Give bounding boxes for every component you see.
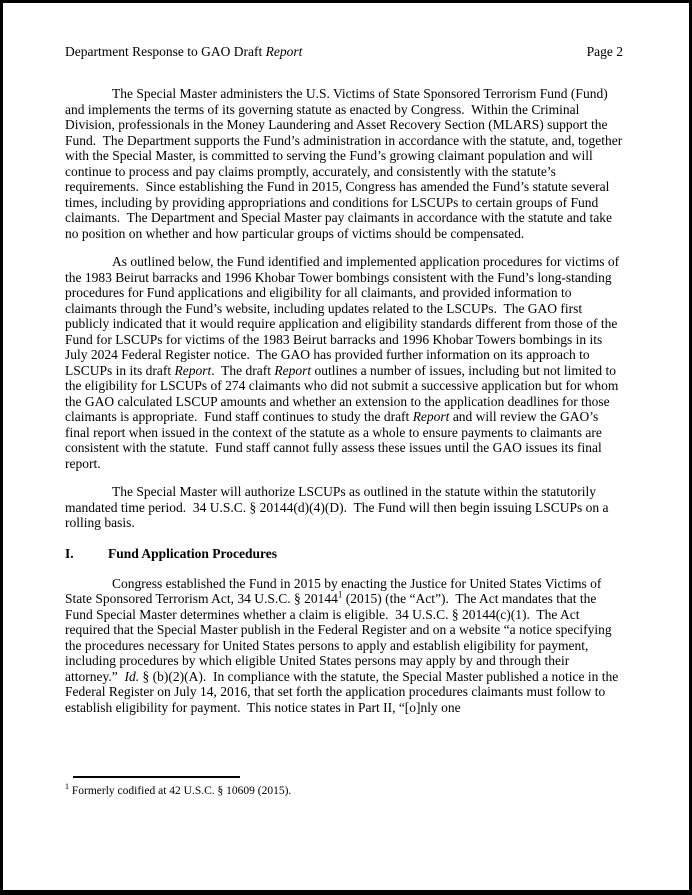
page-content [65, 44, 626, 728]
section-heading-number: I. [65, 545, 74, 561]
text-run: As outlined below, the Fund identified and implemented application procedures for victims of the 1983 Beirut barracks and 1996 Khobar Tower bombings consistent with the Fund’s long-standing procedures for Fund applications and eligibility for all claimants, and provided information to claimants through the Fund’s website, including updates related to the LSCUPs. The GAO first publicly indicated that it would require application and eligibility standards different from those of the Fund for LSCUPs for victims of the 1983 Beirut barracks and 1996 Khobar Towers bombings in its July 2024 Federal Register notice. The GAO has provided further information on its approach to LSCUPs in its draft [65, 254, 623, 378]
text-run-italic: Report [412, 409, 450, 424]
text-run: outlines a number of issues, including but not limited to the eligibility for LSCUPs of 274 claimants who did not submit a successive application but for whom the GAO calculated LSCUP amounts and whether an extension to the application deadlines for those claimants is appropriate. Fund staff continues to study the draft [65, 362, 622, 424]
footnote-reference: 1 [337, 589, 343, 600]
text-run: Congress established the Fund in 2015 by enacting the Justice for United States Victims of State Sponsored Terrorism Act, 34 U.S.C. § 20144 [65, 575, 605, 606]
footnote-separator [73, 776, 240, 778]
footnote-text: Formerly codified at 42 U.S.C. § 10609 (2015). [69, 785, 292, 797]
text-run: § (b)(2)(A). In compliance with the statute, the Special Master published a notice in the Federal Register on July 14, 2016, that set forth the application procedures claimants must follow to establish eligibility for payment. This notice states in Part II, “[o]nly one [65, 668, 622, 715]
text-run-italic: Report [174, 362, 212, 378]
section-heading-title: Fund Application Procedures [108, 545, 278, 561]
section-heading [65, 546, 623, 562]
text-run-italic: Id. [124, 668, 140, 684]
footnote-marker: 1 [65, 782, 69, 792]
text-run: and will review the GAO’s final report when issued in the context of the statute as a whole to ensure payments to claimants are consistent with the statute. Fund staff cannot fully assess these issues until the GAO issues its final report. [65, 409, 606, 471]
text-run: . The draft [211, 362, 275, 378]
footnote-area [65, 776, 623, 798]
paragraph-3 [65, 484, 623, 531]
paragraph-1 [65, 86, 626, 241]
footnote [65, 784, 623, 798]
text-run: The Special Master administers the U.S. Victims of State Sponsored Terrorism Fund (Fund) and implements the terms of its governing statute as enacted by Congress. Within the Criminal Division, professionals in the Money Laundering and Asset Recovery Section (MLARS) support the Fund. The Department supports the Fund’s administration in accordance with the statute, and, together with the Special Master, is committed to serving the Fund’s growing claimant population and will continue to process and pay claims promptly, accurately, and consistently with the statute’s requirements. Since establishing the Fund in 2015, Congress has amended the Fund’s statute several times, including by providing appropriations and conditions for LSCUPs to certain groups of Fund claimants. The Department and Special Master pay claimants in accordance with the statute and take no position on whether and how particular groups of victims should be compensated. [65, 86, 626, 241]
header-title-text: Department Response to GAO Draft [65, 44, 266, 59]
text-run: The Special Master will authorize LSCUPs as outlined in the statute within the statutorily mandated time period. 34 U.S.C. § 20144(d)(4)(D). The Fund will then begin issuing LSCUPs on a rolling basis. [65, 484, 612, 530]
paragraph-2 [65, 254, 623, 471]
text-run-italic: Report [274, 362, 312, 378]
paragraph-4 [65, 576, 623, 716]
page-header [65, 44, 623, 60]
header-title [65, 44, 302, 60]
header-title-italic: Report [265, 44, 303, 59]
text-run: (2015) (the “Act”). The Act mandates that the Fund Special Master determines whether a claim is eligible. 34 U.S.C. § 20144(c)(1). The Act required that the Special Master publish in the Federal Register and on a website “a notice specifying the procedures necessary for United States persons to apply and establish eligibility for payment, including procedures by which eligible United States persons may apply by and through their attorney.” [65, 591, 615, 684]
page-number: Page 2 [586, 44, 623, 59]
